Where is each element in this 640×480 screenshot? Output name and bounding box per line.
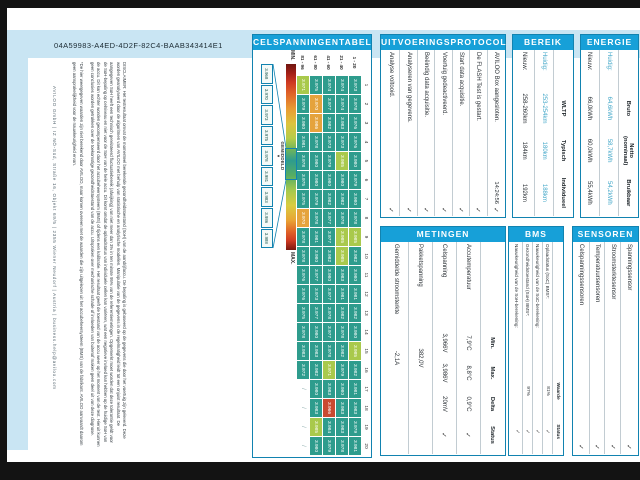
cell-voltage-value: 3.978 xyxy=(310,133,322,151)
cell-voltage-value: 3.983 xyxy=(336,418,348,436)
cell-voltage-value: 3.976 xyxy=(297,285,309,303)
range-column-header: Typisch xyxy=(560,139,566,162)
cell-voltage-value: 3.977 xyxy=(310,266,322,284)
cell-voltage-value: 3.977 xyxy=(323,209,335,227)
legend-scale-value: 3.983 xyxy=(261,187,273,207)
protocol-step-label: Analyseren van gegevens. xyxy=(405,52,412,123)
legend-zoom-rect xyxy=(285,148,297,180)
cell-voltage-value: 3.980 xyxy=(310,247,322,265)
cell-voltage-value: 3.982 xyxy=(323,190,335,208)
cell-voltage-value: 3.983 xyxy=(310,399,322,417)
legend-scale-value: 3.986 xyxy=(261,208,273,228)
range-value: 66,0kWh xyxy=(586,96,593,121)
sensor-row xyxy=(573,242,589,454)
check-icon: ✓ xyxy=(440,432,448,438)
cell-voltage-value: 3.980 xyxy=(349,266,361,284)
cell-table-col-number: 6 xyxy=(362,171,370,189)
metingen-delta-value: 20mV xyxy=(441,396,448,412)
cell-voltage-value: 3.978 xyxy=(297,228,309,246)
cell-voltage-value: 3.982 xyxy=(336,304,348,322)
range-value: 184km xyxy=(521,141,528,160)
metingen-single-value: -2,1A xyxy=(393,350,399,366)
cell-voltage-value: 3.980 xyxy=(310,171,322,189)
protocol-content xyxy=(382,50,504,216)
check-icon: ✓ xyxy=(534,429,541,434)
cell-voltage-value: 3.980 xyxy=(323,171,335,189)
sensor-row xyxy=(620,242,636,454)
protocol-step-label: Analyse voltooid. xyxy=(387,52,394,98)
legend-scale-value: 3.975 xyxy=(261,126,273,146)
cell-table-col-number: 12 xyxy=(362,285,370,303)
protocol-row xyxy=(487,50,504,216)
cell-voltage-value: 3.980 xyxy=(323,266,335,284)
cell-voltage-value: 3.979 xyxy=(336,361,348,379)
cell-voltage-value: 3.983 xyxy=(323,380,335,398)
disclaimer-text: DISCLAIMER: Het testresultaat omvat de momenteel berekende gezondheidstoestand (SoH) van de aandrijfaccu. De bepaling is gebaseerd op de gegevens die door het voertuig zijn geleverd. Deze worden geanalyseerd door de algoritmen van AVILOO met behulp van statistische en analytische modellen. Manipulatie van de gegevens in de regelmatigheid leidt tot een onjuist resultaat. De aangegeven SoH heeft een technisch gerelateerd fluctuatiebereik (afwijking) van niet meer dan 3% in ten minste 95% van de referentiemetingen. Opgemerkt moet worden dat deze tolerantie geldt voor de SoH-bepaling op celniveau en niet voor de SoH van de hele accu. Dit komt omdat de oplaadstatus van individuele cellen kan variëren, wat een negatieve invloed kan hebben op de huidige SoH van de accu. Dit kan echter worden gecompenseerd door het accubeheersysteem (BMS) of tijdens een kalibratie. Het resultaat geeft de toestand van de accu weer op het moment van de test. Hieruit kunnen geen conclusies worden getrokken over de toekomstige gezondheidstoestand van de accu. Uitspraken over mechanische schade of invloeden van buitenaf maken geen deel uit van deze diagnose. xyxy=(89,62,127,447)
cell-voltage-value: 3.978 xyxy=(349,95,361,113)
footer-address: AVILOO GmbH | IZ NÖ-Süd, Straße 16, Objekt 69/5 | 2355 Wiener Neudorf | Austria | business.help@aviloo.com xyxy=(52,86,57,390)
bms-row xyxy=(512,242,522,454)
check-icon: ✓ xyxy=(491,207,499,213)
legend-scale-value: 3.988 xyxy=(261,229,273,249)
cell-voltage-value: 3.973 xyxy=(349,76,361,94)
bms-row-label: Oplaadstatus (SoC) BMS*: xyxy=(545,244,550,299)
section-title-metingen: METINGEN xyxy=(381,227,505,242)
check-icon: ✓ xyxy=(386,207,394,213)
range-value: 58,7kWh xyxy=(606,138,612,163)
bms-content xyxy=(510,242,562,454)
metingen-max-value: 3,986V xyxy=(441,363,448,383)
cell-voltage-value: 3.984 xyxy=(323,418,335,436)
bms-column-header: Waarde xyxy=(555,382,560,400)
cell-voltage-value: 3.978 xyxy=(336,323,348,341)
cell-voltage-value: 3.985 xyxy=(336,247,348,265)
cell-voltage-value: 3.979 xyxy=(323,437,335,455)
bereik-content xyxy=(513,50,572,216)
cell-voltage-value: 3.982 xyxy=(323,114,335,132)
cell-voltage-value: 3.971 xyxy=(323,361,335,379)
metingen-row xyxy=(408,242,432,454)
section-title-energie: ENERGIE xyxy=(581,35,638,50)
legend-scale-value: 3.970 xyxy=(261,85,273,105)
metingen-row xyxy=(384,242,408,454)
metingen-content xyxy=(382,242,504,454)
range-value: 258-260km xyxy=(521,93,528,124)
cell-voltage-empty: / xyxy=(297,437,309,455)
protocol-step-label: AVILOO Box aangesloten. xyxy=(492,52,499,122)
cell-voltage-value: 3.982 xyxy=(310,361,322,379)
cell-voltage-value: 3.981 xyxy=(349,380,361,398)
range-value: 55,4kWh xyxy=(586,181,593,205)
metingen-min-value: 7,9°C xyxy=(465,335,472,351)
protocol-row xyxy=(469,50,486,216)
check-icon: ✓ xyxy=(624,444,632,450)
cell-voltage-value: 3.983 xyxy=(336,114,348,132)
cell-voltage-value: 3.980 xyxy=(310,380,322,398)
cell-table-col-number: 3 xyxy=(362,114,370,132)
range-row-label: Nieuw: xyxy=(586,52,593,71)
cell-voltage-value: 3.971 xyxy=(297,76,309,94)
range-value: 180km xyxy=(541,141,547,160)
cell-table-group-label: 21 - 40 xyxy=(336,50,348,75)
cell-voltage-value: 3.979 xyxy=(349,171,361,189)
cell-voltage-value: 3.982 xyxy=(323,247,335,265)
check-icon: ✓ xyxy=(439,207,447,213)
cell-voltage-value: 3.982 xyxy=(349,304,361,322)
metingen-max-value: 8,8°C xyxy=(465,365,472,381)
cell-voltage-value: 3.975 xyxy=(297,171,309,189)
protocol-step-label: Voertuig gedeactiveerd. xyxy=(440,52,447,116)
legend-average-label: GEMIDDELD xyxy=(280,141,285,171)
cell-voltage-value: 3.977 xyxy=(310,304,322,322)
cell-voltage-content xyxy=(254,50,370,456)
cell-voltage-value: 3.978 xyxy=(297,323,309,341)
metingen-row xyxy=(432,242,456,454)
energie-content xyxy=(582,50,637,216)
cell-voltage-value: 3.983 xyxy=(336,266,348,284)
cell-table-group-label: 41 - 60 xyxy=(323,50,335,75)
cell-voltage-value: 3.980 xyxy=(297,114,309,132)
cell-voltage-value: 3.985 xyxy=(349,228,361,246)
cell-voltage-value: 3.980 xyxy=(349,190,361,208)
cell-voltage-value: 3.981 xyxy=(310,228,322,246)
range-header-row xyxy=(553,50,572,216)
cell-table-col-number: 16 xyxy=(362,361,370,379)
cell-voltage-empty: / xyxy=(297,418,309,436)
cell-voltage-empty: / xyxy=(297,399,309,417)
bms-row xyxy=(522,242,532,454)
cell-voltage-value: 3.985 xyxy=(349,342,361,360)
cell-voltage-value: 3.972 xyxy=(297,361,309,379)
disclaimer-block xyxy=(57,62,127,448)
cell-voltage-value: 3.977 xyxy=(323,323,335,341)
cell-voltage-value: 3.980 xyxy=(310,323,322,341)
check-icon: ✓ xyxy=(544,429,551,434)
cell-voltage-heatmap xyxy=(297,50,370,455)
disclaimer-note: *De hier weergegeven waarden zijn niet berekend door AVILOO, maar komen overeen met de waarden die zijn uitgelezen uit het accubeheersysteem (BMS) van de fabrikant. AVILOO aanvaardt daarom geen aansprakelijkheid voor de nauwkeurigheid ervan. xyxy=(72,62,84,446)
metingen-row-label: Pakketspanning xyxy=(417,244,424,287)
metingen-column-header: Status xyxy=(489,426,496,444)
cell-table-col-number: 14 xyxy=(362,323,370,341)
cell-voltage-value: 3.974 xyxy=(336,76,348,94)
range-row-label: Nieuw: xyxy=(521,52,528,71)
range-data-row xyxy=(515,50,534,216)
range-value: 253-254km xyxy=(541,93,547,124)
metingen-delta-value: 0,9°C xyxy=(465,396,472,412)
section-title-bereik: BEREIK xyxy=(513,35,573,50)
left-band xyxy=(7,30,28,450)
cell-voltage-value: 3.979 xyxy=(310,190,322,208)
range-column-header: Bruto xyxy=(625,100,631,117)
cell-voltage-value: 3.980 xyxy=(310,152,322,170)
cell-table-col-number: 20 xyxy=(362,437,370,455)
check-icon: ✓ xyxy=(524,429,531,434)
cell-voltage-value: 3.978 xyxy=(323,304,335,322)
cell-voltage-value: 3.982 xyxy=(336,342,348,360)
cell-voltage-value: 3.970 xyxy=(297,209,309,227)
cell-voltage-value: 3.973 xyxy=(323,133,335,151)
cell-voltage-value: 3.974 xyxy=(336,95,348,113)
cell-voltage-value: 3.982 xyxy=(349,361,361,379)
cell-voltage-value: 3.973 xyxy=(336,133,348,151)
cell-table-col-number: 10 xyxy=(362,247,370,265)
range-row-label: Huidig: xyxy=(541,52,547,71)
range-data-row xyxy=(580,50,599,216)
metingen-header-row xyxy=(480,242,504,454)
cell-voltage-value: 3.980 xyxy=(336,171,348,189)
check-icon: ✓ xyxy=(422,207,430,213)
cell-table-corner xyxy=(362,50,370,75)
legend-scale-values xyxy=(261,64,273,248)
range-value: 54,2kWh xyxy=(606,181,612,205)
cell-voltage-value: 3.978 xyxy=(297,247,309,265)
range-value: 188km xyxy=(541,183,547,202)
cell-table-col-number: 7 xyxy=(362,190,370,208)
legend-max-label: MAX. xyxy=(289,252,295,265)
cell-voltage-value: 3.978 xyxy=(336,437,348,455)
metingen-row-label: Gemiddelde stroomsterkte xyxy=(393,244,399,315)
cell-voltage-value: 3.978 xyxy=(310,209,322,227)
cell-table-col-number: 1 xyxy=(362,76,370,94)
legend-average-marker xyxy=(277,64,285,248)
cell-voltage-value: 3.979 xyxy=(297,95,309,113)
protocol-row xyxy=(434,50,451,216)
cell-voltage-value: 3.975 xyxy=(297,304,309,322)
metingen-row-label: Accutemperatuur xyxy=(465,244,472,290)
cell-table-group-label: 61 - 80 xyxy=(310,50,322,75)
cell-voltage-value: 3.977 xyxy=(323,285,335,303)
check-icon: ✓ xyxy=(464,432,472,438)
sensor-row xyxy=(589,242,605,454)
sensor-row xyxy=(605,242,621,454)
range-column-header: Bruikbaar xyxy=(625,179,631,207)
range-data-row xyxy=(534,50,553,216)
range-data-row xyxy=(599,50,618,216)
cell-table-group-label: 81 - 96 xyxy=(297,50,309,75)
cell-voltage-value: 3.980 xyxy=(349,323,361,341)
cell-voltage-value: 3.966 xyxy=(323,399,335,417)
protocol-row xyxy=(382,50,399,216)
bms-row-label: Nauwkeurigheid van de SoC-berekening: xyxy=(535,244,540,328)
section-title-celspanningentabel: CELSPANNINGENTABEL xyxy=(253,35,371,50)
cell-voltage-value: 3.981 xyxy=(336,285,348,303)
cell-table-col-number: 8 xyxy=(362,209,370,227)
cell-table-col-number: 11 xyxy=(362,266,370,284)
cell-voltage-value: 3.982 xyxy=(349,247,361,265)
cell-voltage-value: 3.979 xyxy=(349,418,361,436)
range-row-label: Huidig: xyxy=(606,52,612,71)
cell-voltage-value: 3.979 xyxy=(323,152,335,170)
check-icon: ✓ xyxy=(474,207,482,213)
cell-voltage-value: 3.980 xyxy=(310,437,322,455)
protocol-step-label: Start data acquisitie. xyxy=(457,52,464,107)
cell-voltage-value: 3.983 xyxy=(297,342,309,360)
metingen-column-header: Max. xyxy=(489,366,496,380)
cell-table-col-number: 13 xyxy=(362,304,370,322)
cell-voltage-value: 3.976 xyxy=(349,133,361,151)
cell-voltage-value: 3.970 xyxy=(310,95,322,113)
cell-table-col-number: 5 xyxy=(362,152,370,170)
cell-voltage-value: 3.986 xyxy=(310,114,322,132)
check-icon: ✓ xyxy=(608,444,616,450)
protocol-step-label: Beëindig data acquisitie. xyxy=(423,52,430,118)
sensor-label: Stroomsterktesensor xyxy=(609,244,616,300)
cell-voltage-value: 3.985 xyxy=(310,418,322,436)
protocol-row xyxy=(399,50,416,216)
sensor-label: Spanningssensor xyxy=(625,244,632,291)
check-icon: ✓ xyxy=(456,207,464,213)
average-arrow-icon: ▼ xyxy=(276,154,281,158)
protocol-row xyxy=(417,50,434,216)
section-title-bms: BMS xyxy=(509,227,563,242)
legend-scale-value: 3.978 xyxy=(261,146,273,166)
bms-value: 81% xyxy=(545,386,550,396)
cell-voltage-value: 3.978 xyxy=(297,152,309,170)
sensoren-content xyxy=(573,242,636,454)
check-icon: ✓ xyxy=(576,444,584,450)
cell-voltage-value: 3.978 xyxy=(349,209,361,227)
cell-voltage-value: 3.980 xyxy=(336,380,348,398)
cell-table-col-number: 19 xyxy=(362,418,370,436)
cell-voltage-value: 3.973 xyxy=(310,285,322,303)
cell-voltage-value: 3.983 xyxy=(349,399,361,417)
range-column-header: Netto (nominaal) xyxy=(622,136,634,166)
cell-voltage-value: 3.985 xyxy=(336,228,348,246)
protocol-step-label: De FLASH Test is gestart. xyxy=(475,52,482,121)
check-icon: ✓ xyxy=(404,207,412,213)
check-icon: ✓ xyxy=(514,429,520,434)
bms-row xyxy=(542,242,552,454)
cell-voltage-value: 3.985 xyxy=(336,152,348,170)
metingen-column-header: Delta xyxy=(489,396,496,412)
metingen-row-label: Celspanning xyxy=(441,244,448,278)
cell-voltage-value: 3.980 xyxy=(349,152,361,170)
bms-value: 97% xyxy=(525,386,530,396)
cell-table-col-number: 9 xyxy=(362,228,370,246)
metingen-min-value: 3,966V xyxy=(441,333,448,353)
cell-voltage-value: 3.978 xyxy=(336,209,348,227)
cell-voltage-value: 3.978 xyxy=(323,342,335,360)
sensor-label: Temperatuursensoren xyxy=(594,244,601,303)
bms-row xyxy=(532,242,542,454)
metingen-row xyxy=(456,242,480,454)
cell-voltage-value: 3.976 xyxy=(297,266,309,284)
cell-voltage-value: 3.983 xyxy=(336,399,348,417)
cell-voltage-value: 3.981 xyxy=(297,133,309,151)
cell-voltage-value: 3.982 xyxy=(336,190,348,208)
cell-voltage-value: 3.981 xyxy=(349,437,361,455)
cell-voltage-value: 3.974 xyxy=(323,76,335,94)
section-title-sensoren: SENSOREN xyxy=(573,227,638,242)
cell-voltage-value: 3.975 xyxy=(297,190,309,208)
check-icon: ✓ xyxy=(593,444,601,450)
metingen-single-value: 382,0V xyxy=(417,348,424,368)
sensor-label: Celspanningssensoren xyxy=(577,244,584,306)
legend-min-label: MIN. xyxy=(289,50,295,61)
cell-table-col-number: 17 xyxy=(362,380,370,398)
legend-scale-value: 3.968 xyxy=(261,64,273,84)
legend-scale-value: 3.973 xyxy=(261,105,273,125)
metingen-column-header: Min. xyxy=(489,337,496,349)
bms-header-row xyxy=(552,242,562,454)
cell-voltage-value: 3.977 xyxy=(323,228,335,246)
range-value: 60,0kWh xyxy=(586,138,593,163)
legend-scale-value: 3.981 xyxy=(261,167,273,187)
cell-table-col-number: 4 xyxy=(362,133,370,151)
section-title-uitvoeringsprotocol: UITVOERINGSPROTOCOL xyxy=(381,35,505,50)
cell-table-col-number: 18 xyxy=(362,399,370,417)
cell-voltage-value: 3.981 xyxy=(349,285,361,303)
range-value: 64,6kWh xyxy=(606,96,612,121)
bms-row-label: Nauwkeurigheid van de SoH-berekening: xyxy=(514,244,520,328)
cell-voltage-empty: / xyxy=(297,380,309,398)
document-id: 04A59983-A4ED-4D2F-82C4-BAAB343414E1 xyxy=(54,41,223,50)
protocol-step-time: 14:24:56 xyxy=(492,181,499,204)
cell-table-col-number: 2 xyxy=(362,95,370,113)
bms-column-header: Status xyxy=(555,424,560,440)
cell-table-col-number: 15 xyxy=(362,342,370,360)
range-value: 192km xyxy=(521,183,528,202)
cell-voltage-value: 3.983 xyxy=(310,342,322,360)
range-column-header: Individueel xyxy=(560,177,566,209)
range-header-row xyxy=(618,50,637,216)
cell-voltage-value: 3.975 xyxy=(310,76,322,94)
range-column-header: WLTP xyxy=(560,100,566,117)
cell-voltage-value: 3.977 xyxy=(323,95,335,113)
cell-table-group-label: 1 - 20 xyxy=(349,50,361,75)
bms-row-label: Gezondheidstoestand (SoH) BMS*: xyxy=(525,244,530,317)
cell-voltage-value: 3.976 xyxy=(349,114,361,132)
footer xyxy=(48,86,57,442)
protocol-row xyxy=(452,50,469,216)
